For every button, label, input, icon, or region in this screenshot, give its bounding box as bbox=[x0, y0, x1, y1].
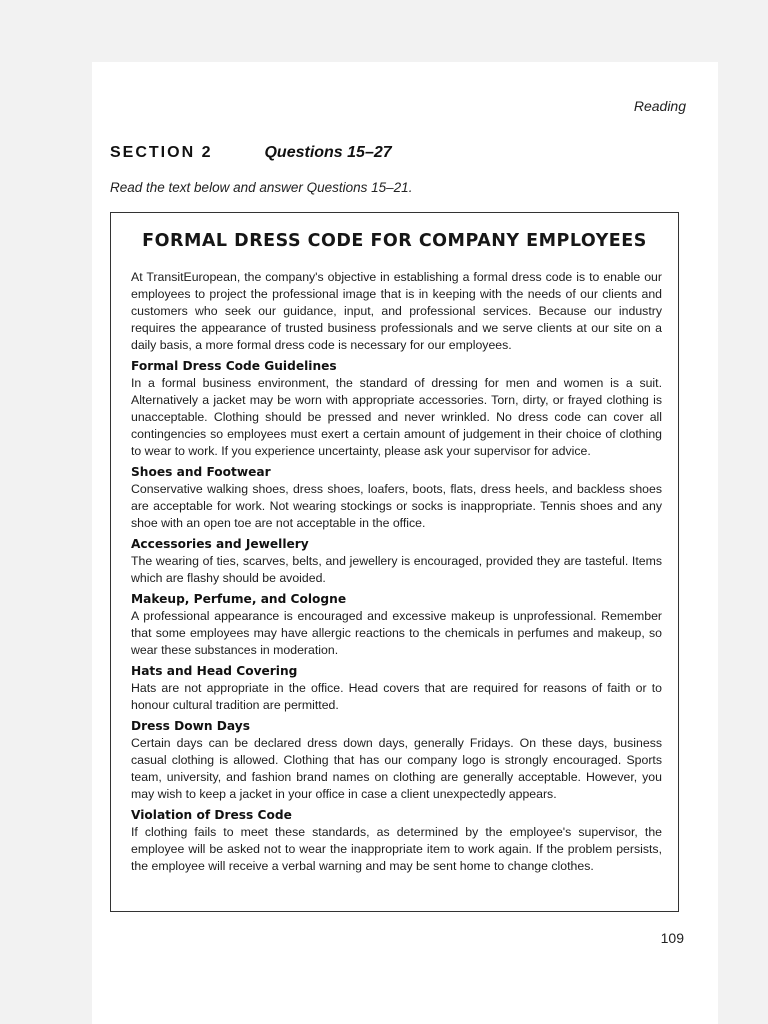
subheading-dress-down: Dress Down Days bbox=[131, 719, 250, 733]
paragraph-dress-down: Certain days can be declared dress down days, generally Fridays. On these days, business casual clothing is allowed. Clothing that has our company logo is strongly encouraged. Sports team, university, and fashion brand names on clothing are generally acceptable. However, you may wish to keep a jacket in your office in case a client unexpectedly appears. bbox=[131, 736, 662, 801]
subheading-accessories: Accessories and Jewellery bbox=[131, 537, 309, 551]
instruction-text: Read the text below and answer Questions 15–21. bbox=[110, 180, 413, 195]
paragraph-accessories: The wearing of ties, scarves, belts, and jewellery is encouraged, provided they are tasteful. Items which are flashy should be avoided. bbox=[131, 554, 662, 585]
paragraph-shoes: Conservative walking shoes, dress shoes, loafers, boots, flats, dress heels, and backless shoes are acceptable for work. Not wearing stockings or socks is inappropriate. Tennis shoes and any shoe with an open toe are not acceptable in the office. bbox=[131, 482, 662, 530]
questions-range: Questions 15–27 bbox=[264, 144, 392, 161]
intro-paragraph: At TransitEuropean, the company's objective in establishing a formal dress code is to enable our employees to project the professional image that is in keeping with the needs of our clients and customers who seek our guidance, input, and professional services. Because our industry requires the appearance of trusted business professionals and we serve clients at our site on a daily basis, a more formal dress code is necessary for our employees. bbox=[131, 270, 662, 352]
paragraph-makeup: A professional appearance is encouraged and excessive makeup is unprofessional. Remember that some employees may have allergic reactions to the chemicals in perfumes and makeup, so wear these substances in moderation. bbox=[131, 609, 662, 657]
paragraph-violation: If clothing fails to meet these standards, as determined by the employee's supervisor, the employee will be asked not to wear the inappropriate item to work again. If the problem persists, the employee will receive a verbal warning and may be sent home to change clothes. bbox=[131, 825, 662, 873]
reading-passage-box bbox=[110, 212, 679, 912]
paragraph-formal-guidelines: In a formal business environment, the standard of dressing for men and women is a suit. Alternatively a jacket may be worn with appropriate accessories. Torn, dirty, or frayed clothing is unacceptable. Clothing should be pressed and never wrinkled. No dress code can cover all contingencies so employees must exert a certain amount of judgement in their choice of clothing to wear to work. If you experience uncertainty, please ask your supervisor for advice. bbox=[131, 376, 662, 458]
passage-body bbox=[131, 269, 662, 879]
running-head: Reading bbox=[633, 98, 686, 114]
page-number: 109 bbox=[660, 930, 684, 946]
subheading-violation: Violation of Dress Code bbox=[131, 808, 292, 822]
section-label: SECTION 2 bbox=[110, 144, 213, 161]
paragraph-hats: Hats are not appropriate in the office. Head covers that are required for reasons of faith or to honour cultural tradition are permitted. bbox=[131, 681, 662, 712]
passage-title: FORMAL DRESS CODE FOR COMPANY EMPLOYEES bbox=[142, 231, 647, 251]
subheading-makeup: Makeup, Perfume, and Cologne bbox=[131, 592, 347, 606]
subheading-hats: Hats and Head Covering bbox=[131, 664, 298, 678]
subheading-shoes: Shoes and Footwear bbox=[131, 465, 271, 479]
subheading-formal-guidelines: Formal Dress Code Guidelines bbox=[131, 359, 337, 373]
section-heading bbox=[110, 144, 392, 162]
